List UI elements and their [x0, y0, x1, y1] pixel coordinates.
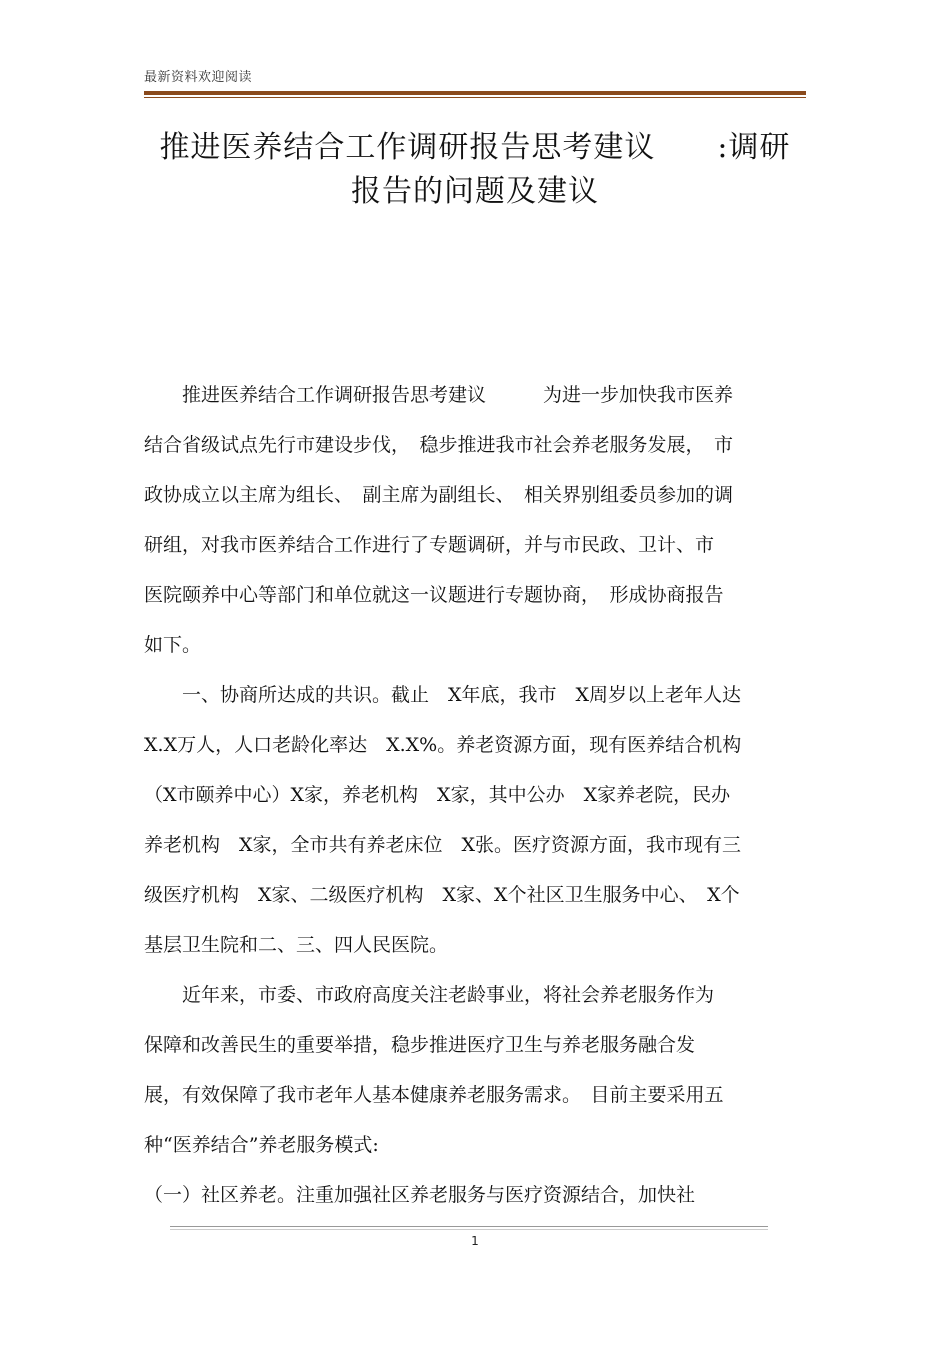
body-line: 政协成立以主席为组长、 副主席为副组长、 相关界别组委员参加的调: [144, 484, 734, 506]
document-title: [144, 126, 806, 214]
header-rule-thick: [144, 91, 806, 95]
title-line-2: 报告的问题及建议: [351, 174, 599, 209]
header-text: 最新资料欢迎阅读: [144, 70, 253, 85]
body-line: 近年来，市委、市政府高度关注老龄事业，将社会养老服务作为: [144, 984, 715, 1006]
body-line: 保障和改善民生的重要举措，稳步推进医疗卫生与养老服务融合发: [144, 1034, 696, 1056]
title-line-1: 推进医养结合工作调研报告思考建议 :调研: [159, 130, 791, 165]
footer-rule-upper: [170, 1226, 768, 1227]
body-line: 养老机构 X家，全市共有养老床位 X张。医疗资源方面，我市现有三: [144, 834, 742, 856]
header-rule-thin: [144, 97, 806, 98]
footer-rule-lower: [170, 1229, 768, 1230]
body-line: X.X万人，人口老龄化率达 X.X%。养老资源方面，现有医养结合机构: [144, 734, 742, 756]
body-line: 如下。: [144, 634, 202, 656]
body-line: 医院颐养中心等部门和单位就这一议题进行专题协商， 形成协商报告: [144, 584, 724, 606]
body-line: 基层卫生院和二、三、四人民医院。: [144, 934, 449, 956]
body-line: 一、协商所达成的共识。截止 X年底，我市 X周岁以上老年人达: [144, 684, 742, 706]
body-line: 推进医养结合工作调研报告思考建议 为进一步加快我市医养: [144, 384, 734, 406]
body-line: 级医疗机构 X家、二级医疗机构 X家、X个社区卫生服务中心、 X个: [144, 884, 740, 906]
body-line: 展，有效保障了我市老年人基本健康养老服务需求。 目前主要采用五: [144, 1084, 724, 1106]
body-line: 研组，对我市医养结合工作进行了专题调研，并与市民政、卫计、市: [144, 534, 715, 556]
body-line: （一）社区养老。注重加强社区养老服务与医疗资源结合，加快社: [144, 1184, 696, 1206]
body-line: 种“医养结合”养老服务模式:: [144, 1134, 379, 1156]
body-line: （X市颐养中心）X家，养老机构 X家，其中公办 X家养老院，民办: [144, 784, 731, 806]
document-body: [144, 370, 806, 1220]
body-line: 结合省级试点先行市建设步伐， 稳步推进我市社会养老服务发展， 市: [144, 434, 734, 456]
page-number: 1: [471, 1234, 479, 1248]
